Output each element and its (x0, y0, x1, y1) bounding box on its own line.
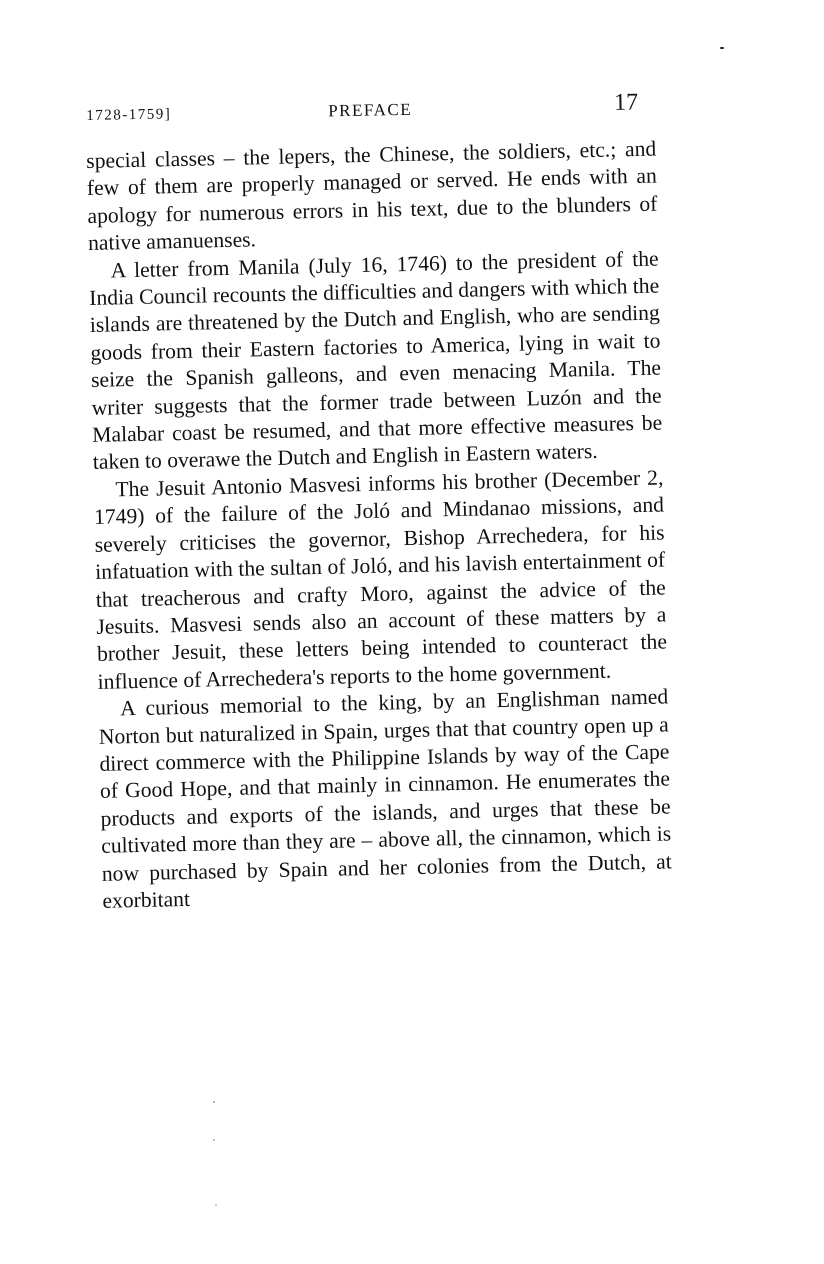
running-header-range: 1728-1759] (86, 106, 172, 124)
paragraph: A letter from Manila (July 16, 1746) to the president of the India Council recounts the difficulties and dangers with which the islands are threatened by the Dutch and English, who are sending goods from their Eastern factories to America, lying in wait to seize the Spanish galleons, and even menacing Manila. The writer suggests that the former trade between Luzón and the Malabar coast be resumed, and that more effective measures be taken to overawe the Dutch and English in Eastern waters. (89, 246, 663, 475)
scan-speck (213, 1101, 215, 1103)
scan-speck (720, 47, 724, 49)
paragraph: special classes – the lepers, the Chinese, the soldiers, etc.; and few of them are properly managed or served. He ends with an apology for numerous errors in his text, due to the blunders of native amanuenses. (86, 136, 658, 256)
scan-speck (213, 1139, 215, 1141)
page-number: 17 (613, 89, 639, 116)
paragraph: A curious memorial to the king, by an Englishman named Norton but naturalized in Spain, urges that that country open up a direct commerce with the Philippine Islands by way of the Cape of Good Hope, and that mainly in cinnamon. He enumerates the products and exports of the islands, and urges that these be cultivated more than they are – above all, the cinnamon, which is now purchased by Spain and her colonies from the Dutch, at exorbitant (98, 684, 672, 913)
scan-speck (215, 1204, 217, 1206)
paragraph: The Jesuit Antonio Masvesi informs his brother (December 2, 1749) of the failure of the Joló and Mindanao missions, and severely criticises the governor, Bishop Arrechedera, for his infatuation with the sultan of Joló, and his lavish entertainment of that treacherous and crafty Moro, against the advice of the Jesuits. Masvesi sends also an account of these matters by a brother Jesuit, these letters being intended to counteract the influence of Arrechedera's reports to the home government. (93, 465, 668, 694)
body-text (86, 136, 673, 916)
running-header-title: PREFACE (328, 99, 413, 121)
running-header (86, 89, 647, 136)
